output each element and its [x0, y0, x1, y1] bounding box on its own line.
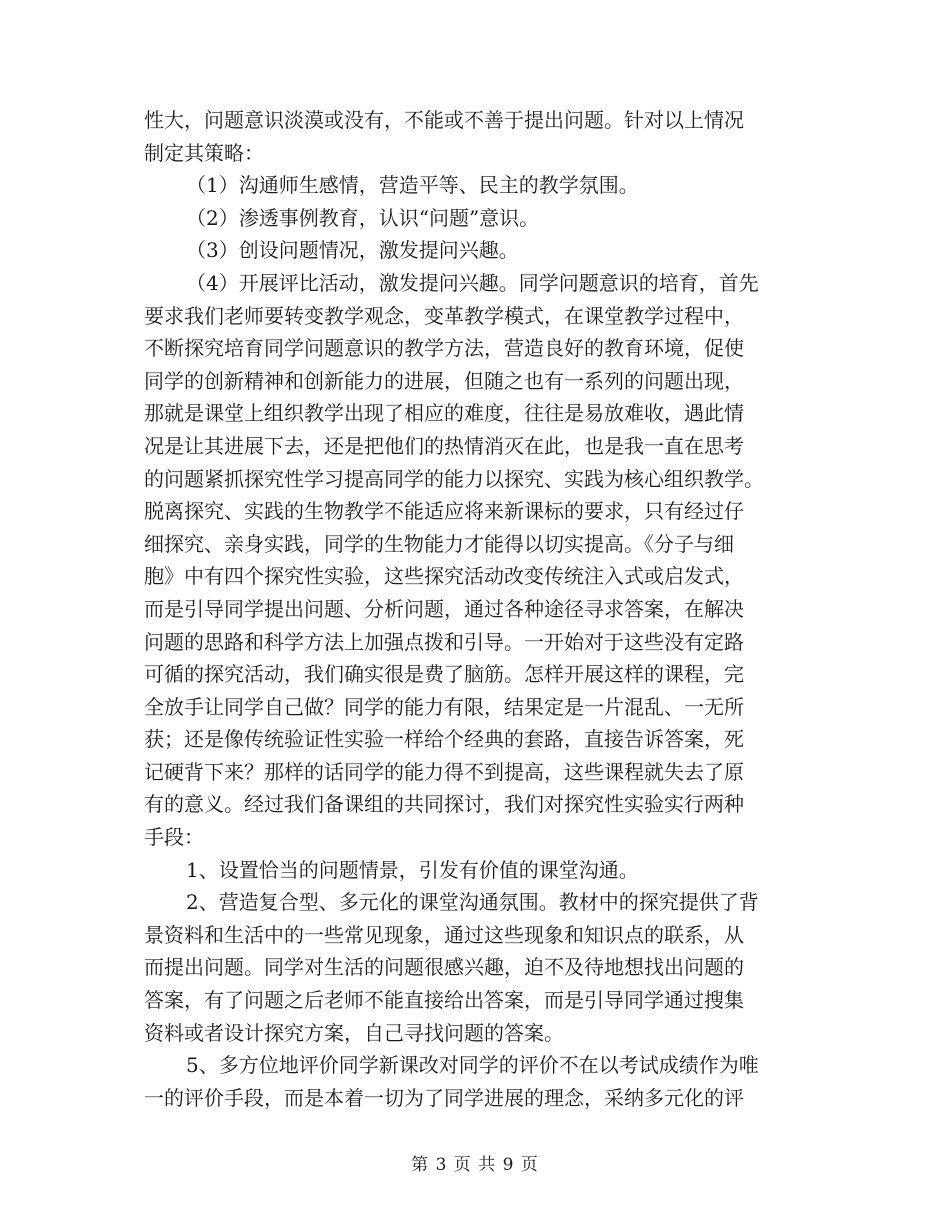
text-line: （4）开展评比活动，激发提问兴趣。同学问题意识的培育，首先	[186, 270, 759, 295]
text-line: 可循的探究活动，我们确实很是费了脑筋。怎样开展这样的课程，完	[144, 662, 744, 687]
text-line: 而是引导同学提出问题、分析问题，通过各种途径寻求答案，在解决	[144, 596, 744, 621]
text-line: 胞》中有四个探究性实验，这些探究活动改变传统注入式或启发式，	[144, 564, 744, 589]
text-line: 性大，问题意识淡漠或没有，不能或不善于提出问题。针对以上情况	[144, 108, 744, 132]
text-line: 的问题紧抓探究性学习提高同学的能力以探究、实践为核心组织教学。	[144, 466, 764, 491]
text-line: 有的意义。经过我们备课组的共同探讨，我们对探究性实验实行两种	[144, 792, 744, 817]
text-line: 2、营造复合型、多元化的课堂沟通氛围。教材中的探究提供了背	[186, 890, 759, 915]
text-line: 一的评价手段，而是本着一切为了同学进展的理念，采纳多元化的评	[144, 1085, 744, 1110]
text-line: 全放手让同学自己做？同学的能力有限，结果定是一片混乱、一无所	[144, 694, 744, 719]
text-line: （1）沟通师生感情，营造平等、民主的教学氛围。	[186, 173, 639, 198]
text-line: 那就是课堂上组织教学出现了相应的难度，往往是易放难收，遇此情	[144, 401, 744, 426]
text-line: 资料或者设计探究方案，自己寻找问题的答案。	[144, 1020, 564, 1045]
text-line: 手段：	[144, 825, 204, 850]
text-line: 细探究、亲身实践，同学的生物能力才能得以切实提高。《分子与细	[144, 531, 734, 556]
text-line: 而提出问题。同学对生活的问题很感兴趣，迫不及待地想找出问题的	[144, 955, 744, 980]
text-line: 问题的思路和科学方法上加强点拨和引导。一开始对于这些没有定路	[144, 629, 744, 654]
text-line: 1、设置恰当的问题情景，引发有价值的课堂沟通。	[186, 857, 639, 882]
text-line: 况是让其进展下去，还是把他们的热情消灭在此，也是我一直在思考	[144, 433, 744, 458]
text-line: 记硬背下来？那样的话同学的能力得不到提高，这些课程就失去了原	[144, 759, 744, 784]
text-line: 要求我们老师要转变教学观念，变革教学模式，在课堂教学过程中，	[144, 303, 744, 328]
text-line: 5、多方位地评价同学新课改对同学的评价不在以考试成绩作为唯	[186, 1053, 759, 1078]
text-line: （2）渗透事例教育，认识“问题”意识。	[186, 205, 540, 230]
text-line: 同学的创新精神和创新能力的进展，但随之也有一系列的问题出现，	[144, 368, 744, 393]
page-number: 第 3 页 共 9 页	[411, 1155, 539, 1175]
text-line: 不断探究培育同学问题意识的教学方法，营造良好的教育环境，促使	[144, 336, 744, 361]
text-line: （3）创设问题情况，激发提问兴趣。	[186, 238, 519, 263]
document-body	[144, 104, 808, 1114]
text-line: 脱离探究、实践的生物教学不能适应将来新课标的要求，只有经过仔	[144, 499, 744, 524]
text-line: 获；还是像传统验证性实验一样给个经典的套路，直接告诉答案，死	[144, 727, 744, 752]
text-line: 制定其策略：	[144, 140, 264, 165]
text-line: 答案，有了问题之后老师不能直接给出答案，而是引导同学通过搜集	[144, 988, 744, 1013]
text-line: 景资料和生活中的一些常见现象，通过这些现象和知识点的联系，从	[144, 922, 744, 947]
